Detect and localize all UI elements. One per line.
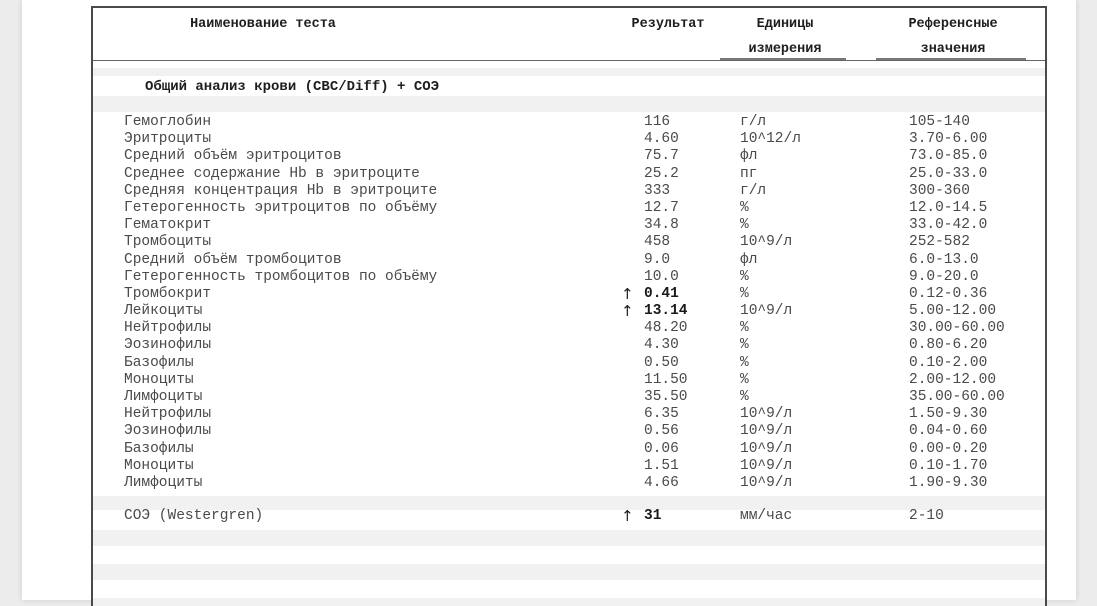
table-row: Лимфоциты 35.50 % 35.00-60.00 — [124, 389, 1005, 405]
table-row: Моноциты 1.51 10^9/л 0.10-1.70 — [124, 457, 988, 474]
header-units-line1: Единицы — [756, 17, 814, 32]
header-result-label: Результат — [631, 17, 705, 32]
stripe — [93, 564, 1045, 580]
table-row: СОЭ (Westergren) ↑ 31 мм/час 2-10 — [124, 507, 944, 525]
header-name — [153, 12, 373, 37]
divider — [720, 58, 846, 60]
table-row: Нейтрофилы 6.35 10^9/л 1.50-9.30 — [124, 406, 988, 423]
header-reference — [883, 12, 1023, 62]
table-row: Эритроциты 4.60 10^12/л 3.70-6.00 — [124, 131, 988, 148]
table-row: Базофилы 0.50 % 0.10-2.00 — [124, 354, 988, 371]
stripe — [93, 96, 1045, 112]
table-row: Гетерогенность тромбоцитов по объёму 10.0 % 9.0-20.0 — [124, 268, 979, 285]
header-ref-line1: Референсные — [908, 17, 998, 32]
table-row: Эозинофилы 4.30 % 0.80-6.20 — [124, 337, 988, 354]
table-row: Средний объём тромбоцитов 9.0 фл 6.0-13.0 — [124, 251, 979, 268]
table-row: Моноциты 11.50 % 2.00-12.00 — [124, 371, 997, 388]
table-row: Тромбокрит ↑ 0.41 % 0.12-0.36 — [124, 284, 988, 303]
table-row: Гематокрит 34.8 % 33.0-42.0 — [124, 217, 988, 234]
header-ref-line2: значения — [920, 42, 986, 57]
table-row: Эозинофилы 0.56 10^9/л 0.04-0.60 — [124, 423, 988, 440]
results-table — [91, 6, 1047, 606]
high-flag-icon: ↑ — [621, 302, 634, 321]
esr-section — [93, 508, 1045, 525]
table-row: Тромбоциты 458 10^9/л 252-582 — [124, 234, 970, 251]
stripe — [93, 530, 1045, 546]
high-flag-icon: ↑ — [621, 284, 634, 303]
table-header — [93, 8, 1045, 61]
report-page — [22, 0, 1076, 600]
table-row: Средний объём эритроцитов 75.7 фл 73.0-85.0 — [124, 148, 988, 165]
header-units-line2: измерения — [748, 42, 822, 57]
header-result — [603, 12, 733, 37]
table-row: Гетерогенность эритроцитов по объёму 12.7 % 12.0-14.5 — [124, 199, 988, 216]
high-flag-icon: ↑ — [621, 507, 634, 525]
header-name-label: Наименование теста — [190, 17, 336, 32]
table-row: Базофилы 0.06 10^9/л 0.00-0.20 — [124, 440, 988, 457]
divider — [876, 58, 1026, 60]
header-units — [720, 12, 850, 62]
table-row: Лейкоциты ↑ 13.14 10^9/л 5.00-12.00 — [124, 302, 997, 321]
stripe — [93, 68, 1045, 76]
table-row: Средняя концентрация Hb в эритроците 333 г/л 300-360 — [124, 182, 970, 199]
section-title: Общий анализ крови (CBC/Diff) + СОЭ — [145, 79, 440, 95]
results-rows — [93, 114, 1045, 492]
table-row: Среднее содержание Hb в эритроците 25.2 пг 25.0-33.0 — [124, 165, 988, 182]
table-row: Лимфоциты 4.66 10^9/л 1.90-9.30 — [124, 474, 988, 491]
stripe — [93, 598, 1045, 606]
table-row: Нейтрофилы 48.20 % 30.00-60.00 — [124, 320, 1005, 337]
table-row: Гемоглобин 116 г/л 105-140 — [124, 114, 970, 130]
